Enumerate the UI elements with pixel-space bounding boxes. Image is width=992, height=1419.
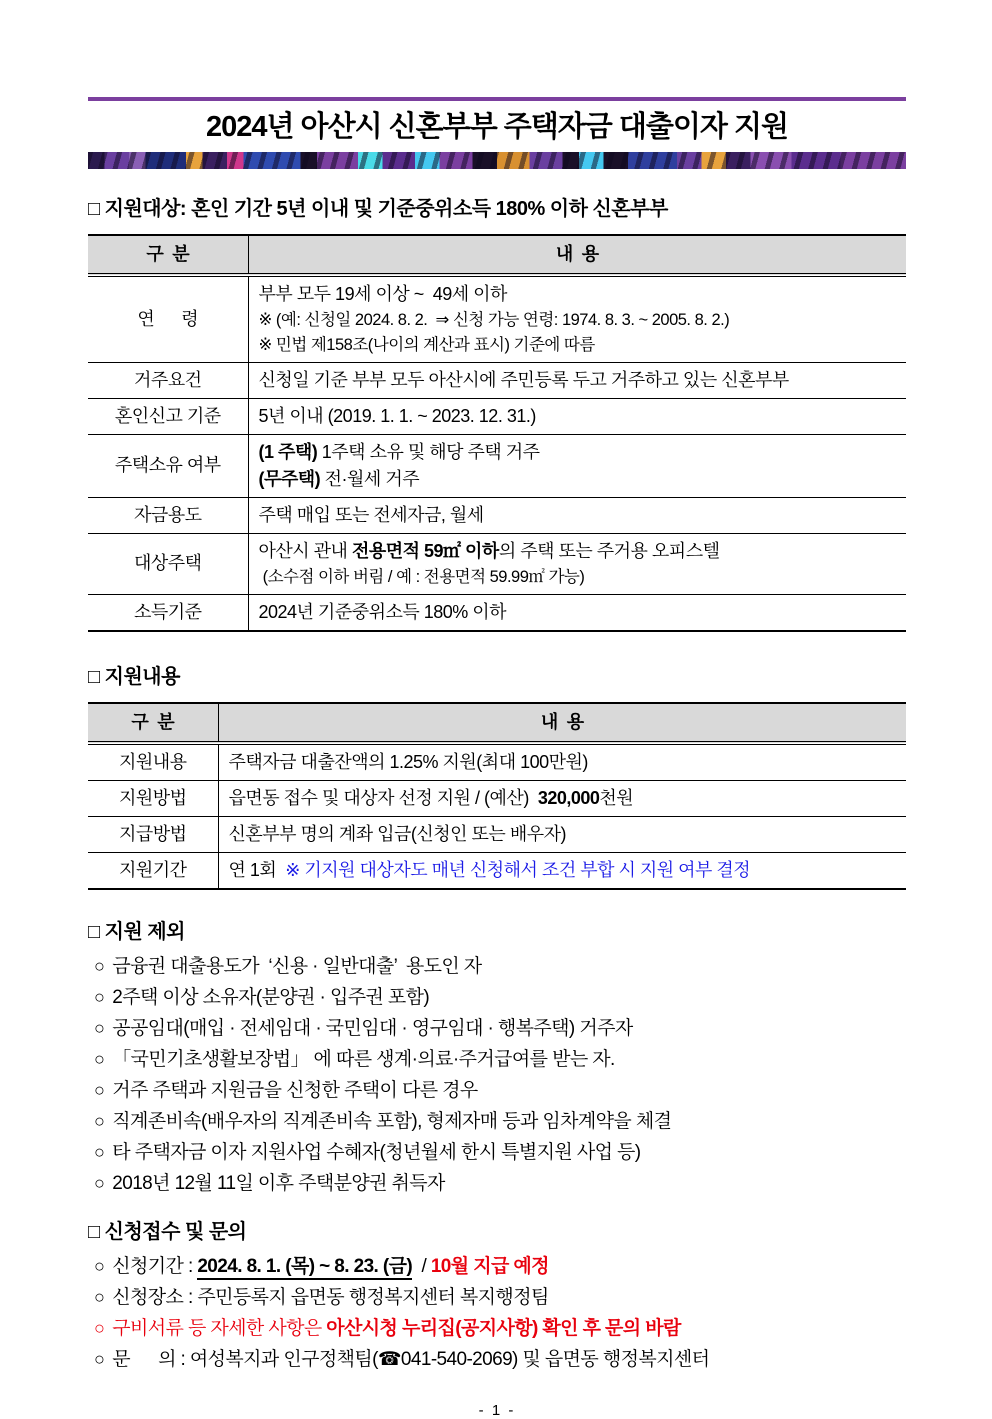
page-title: 2024년 아산시 신혼부부 주택자금 대출이자 지원 [205, 111, 789, 143]
application-contact-text: 문 의 : 여성복지과 인구정책팀(☎041-540-2069) 및 읍면동 행정복지센터 [112, 1348, 710, 1370]
support-content-table [88, 702, 906, 890]
row-content-house [248, 533, 906, 594]
row-label-marriage: 혼인신고 기준 [88, 398, 248, 434]
exclusion-item [88, 1137, 906, 1168]
row-content-usage: 주택 매입 또는 전세자금, 월세 [248, 497, 906, 533]
ownership-line2-rest: 전·월세 거주 [320, 468, 420, 489]
application-place-text: 신청장소 : 주민등록지 읍면동 행정복지센터 복지행정팀 [112, 1286, 549, 1308]
exclusion-item [88, 1168, 906, 1199]
table-row-age [88, 275, 906, 362]
section-heading-target-bold: □ 지원대상: [88, 198, 187, 221]
table-row-residence [88, 362, 906, 398]
bullet-circle-icon: ○ [94, 1286, 105, 1307]
row-content-support-period [218, 852, 906, 889]
ownership-line2 [259, 466, 897, 493]
period-pre: 연 1회 [228, 859, 286, 880]
application-period-payout: 10월 지급 예정 [430, 1255, 549, 1277]
application-list [88, 1251, 906, 1375]
bullet-circle-icon: ○ [94, 1172, 105, 1193]
section-heading-target-rest: 혼인 기간 5년 이내 및 기준중위소득 180% 이하 신혼부부 [186, 198, 668, 221]
exclusion-item [88, 951, 906, 982]
method-pre: 읍면동 접수 및 대상자 선정 지원 / (예산) [228, 787, 538, 808]
row-label-usage: 자금용도 [88, 497, 248, 533]
table-header-row [88, 235, 906, 275]
row-content-income: 2024년 기준중위소득 180% 이하 [248, 594, 906, 631]
exclusion-item [88, 1013, 906, 1044]
section-heading-exclusion: □ 지원 제외 [88, 920, 185, 943]
row-label-support-amount: 지원내용 [88, 743, 218, 781]
house-line1-pre: 아산시 관내 [258, 540, 352, 561]
table-row-support-method [88, 780, 906, 816]
house-line1 [259, 538, 897, 565]
row-content-payment-method: 신혼부부 명의 계좌 입금(신청인 또는 배우자) [218, 816, 906, 852]
exclusion-item [88, 1106, 906, 1137]
exclusion-item [88, 982, 906, 1013]
decorative-color-band [88, 152, 906, 169]
column-header-content: 내 용 [248, 235, 906, 275]
row-label-income: 소득기준 [88, 594, 248, 631]
application-docs-bold: 아산시청 누리집(공지사항) 확인 후 문의 바람 [326, 1317, 681, 1339]
bullet-circle-icon: ○ [94, 1079, 105, 1100]
section-heading-application: □ 신청접수 및 문의 [88, 1220, 247, 1243]
column-header-category: 구 분 [88, 703, 218, 743]
bullet-circle-icon: ○ [94, 1348, 105, 1369]
table-header-row [88, 703, 906, 743]
application-period-pre: 신청기간 : [112, 1255, 198, 1277]
method-post: 천원 [599, 787, 634, 808]
table-row-income [88, 594, 906, 631]
application-period-dates: 2024. 8. 1. (목) ~ 8. 23. (금) [197, 1256, 412, 1280]
exclusion-item-text: 2주택 이상 소유자(분양권 · 입주권 포함) [112, 986, 430, 1008]
application-place-line [88, 1282, 906, 1313]
section-heading-content: □ 지원내용 [88, 665, 180, 688]
table-row-ownership [88, 434, 906, 497]
row-label-payment-method: 지급방법 [88, 816, 218, 852]
row-label-support-method: 지원방법 [88, 780, 218, 816]
table-row-usage [88, 497, 906, 533]
row-label-age: 연 령 [88, 275, 248, 362]
application-docs-pre: 구비서류 등 자세한 사항은 [112, 1317, 327, 1339]
exclusion-item [88, 1044, 906, 1075]
row-content-ownership [248, 434, 906, 497]
page-number: - 1 - [478, 1401, 516, 1419]
table-row-house [88, 533, 906, 594]
bullet-circle-icon: ○ [94, 955, 105, 976]
bullet-circle-icon: ○ [94, 1255, 105, 1276]
exclusion-item-text: 거주 주택과 지원금을 신청한 주택이 다른 경우 [112, 1079, 478, 1101]
table-row-support-amount [88, 743, 906, 781]
row-content-support-method [218, 780, 906, 816]
support-target-table [88, 234, 906, 631]
application-docs-line [88, 1313, 906, 1344]
row-label-house: 대상주택 [88, 533, 248, 594]
house-line1-bold: 전용면적 59㎡ 이하 [351, 540, 499, 561]
table-row-marriage [88, 398, 906, 434]
method-budget: 320,000 [537, 787, 600, 808]
row-content-residence: 신청일 기준 부부 모두 아산시에 주민등록 두고 거주하고 있는 신혼부부 [248, 362, 906, 398]
period-note: ※ 기지원 대상자도 매년 신청해서 조건 부합 시 지원 여부 결정 [285, 859, 751, 880]
exclusion-item-text: 금융권 대출용도가 ‘신용 · 일반대출’ 용도인 자 [112, 955, 482, 977]
bullet-circle-icon: ○ [94, 1048, 105, 1069]
exclusion-item-text: 타 주택자금 이자 지원사업 수혜자(청년월세 한시 특별지원 사업 등) [112, 1141, 641, 1163]
table-row-support-period [88, 852, 906, 889]
row-content-marriage: 5년 이내 (2019. 1. 1. ~ 2023. 12. 31.) [248, 398, 906, 434]
house-line2: (소수점 이하 버림 / 예 : 전용면적 59.99㎡ 가능) [258, 567, 585, 586]
exclusion-item-text: 직계존비속(배우자의 직계존비속 포함), 형제자매 등과 임차계약을 체결 [112, 1110, 672, 1132]
column-header-category: 구 분 [88, 235, 248, 275]
application-period-line [88, 1251, 906, 1282]
bullet-circle-icon: ○ [94, 986, 105, 1007]
bullet-circle-icon: ○ [94, 1317, 105, 1338]
row-label-support-period: 지원기간 [88, 852, 218, 889]
bullet-circle-icon: ○ [94, 1110, 105, 1131]
application-contact-line [88, 1344, 906, 1375]
bullet-circle-icon: ○ [94, 1141, 105, 1162]
column-header-content: 내 용 [218, 703, 906, 743]
bullet-circle-icon: ○ [94, 1017, 105, 1038]
exclusion-item-text: 공공임대(매입 · 전세임대 · 국민임대 · 영구임대 · 행복주택) 거주자 [112, 1017, 633, 1039]
exclusion-item [88, 1075, 906, 1106]
table-row-payment-method [88, 816, 906, 852]
exclusion-item-text: 2018년 12월 11일 이후 주택분양권 취득자 [112, 1172, 445, 1194]
exclusion-list [88, 951, 906, 1199]
age-line3: ※ 민법 제158조(나이의 계산과 표시) 기준에 따름 [258, 336, 595, 354]
row-content-age [248, 275, 906, 362]
age-line2: ※ (예: 신청일 2024. 8. 2. ⇒ 신청 가능 연령: 1974. 8. 3. ~ 2005. 8. 2.) [258, 311, 730, 330]
document-content [88, 0, 906, 1419]
house-line1-post: 의 주택 또는 주거용 오피스텔 [498, 540, 720, 561]
age-line1: 부부 모두 19세 이상 ~ 49세 이하 [258, 284, 507, 305]
ownership-line1-rest: 1주택 소유 및 해당 주택 거주 [317, 441, 540, 462]
row-label-residence: 거주요건 [88, 362, 248, 398]
row-content-support-amount: 주택자금 대출잔액의 1.25% 지원(최대 100만원) [228, 751, 588, 772]
exclusion-item-text: 「국민기초생활보장법」 에 따른 생계·의료·주거급여를 받는 자. [112, 1048, 615, 1070]
section-heading-target [88, 192, 906, 221]
ownership-line1-bold: (1 주택) [258, 441, 318, 462]
row-label-ownership: 주택소유 여부 [88, 434, 248, 497]
application-period-sep: / [412, 1255, 431, 1277]
ownership-line2-bold: (무주택) [258, 468, 321, 489]
ownership-line1 [259, 439, 897, 466]
